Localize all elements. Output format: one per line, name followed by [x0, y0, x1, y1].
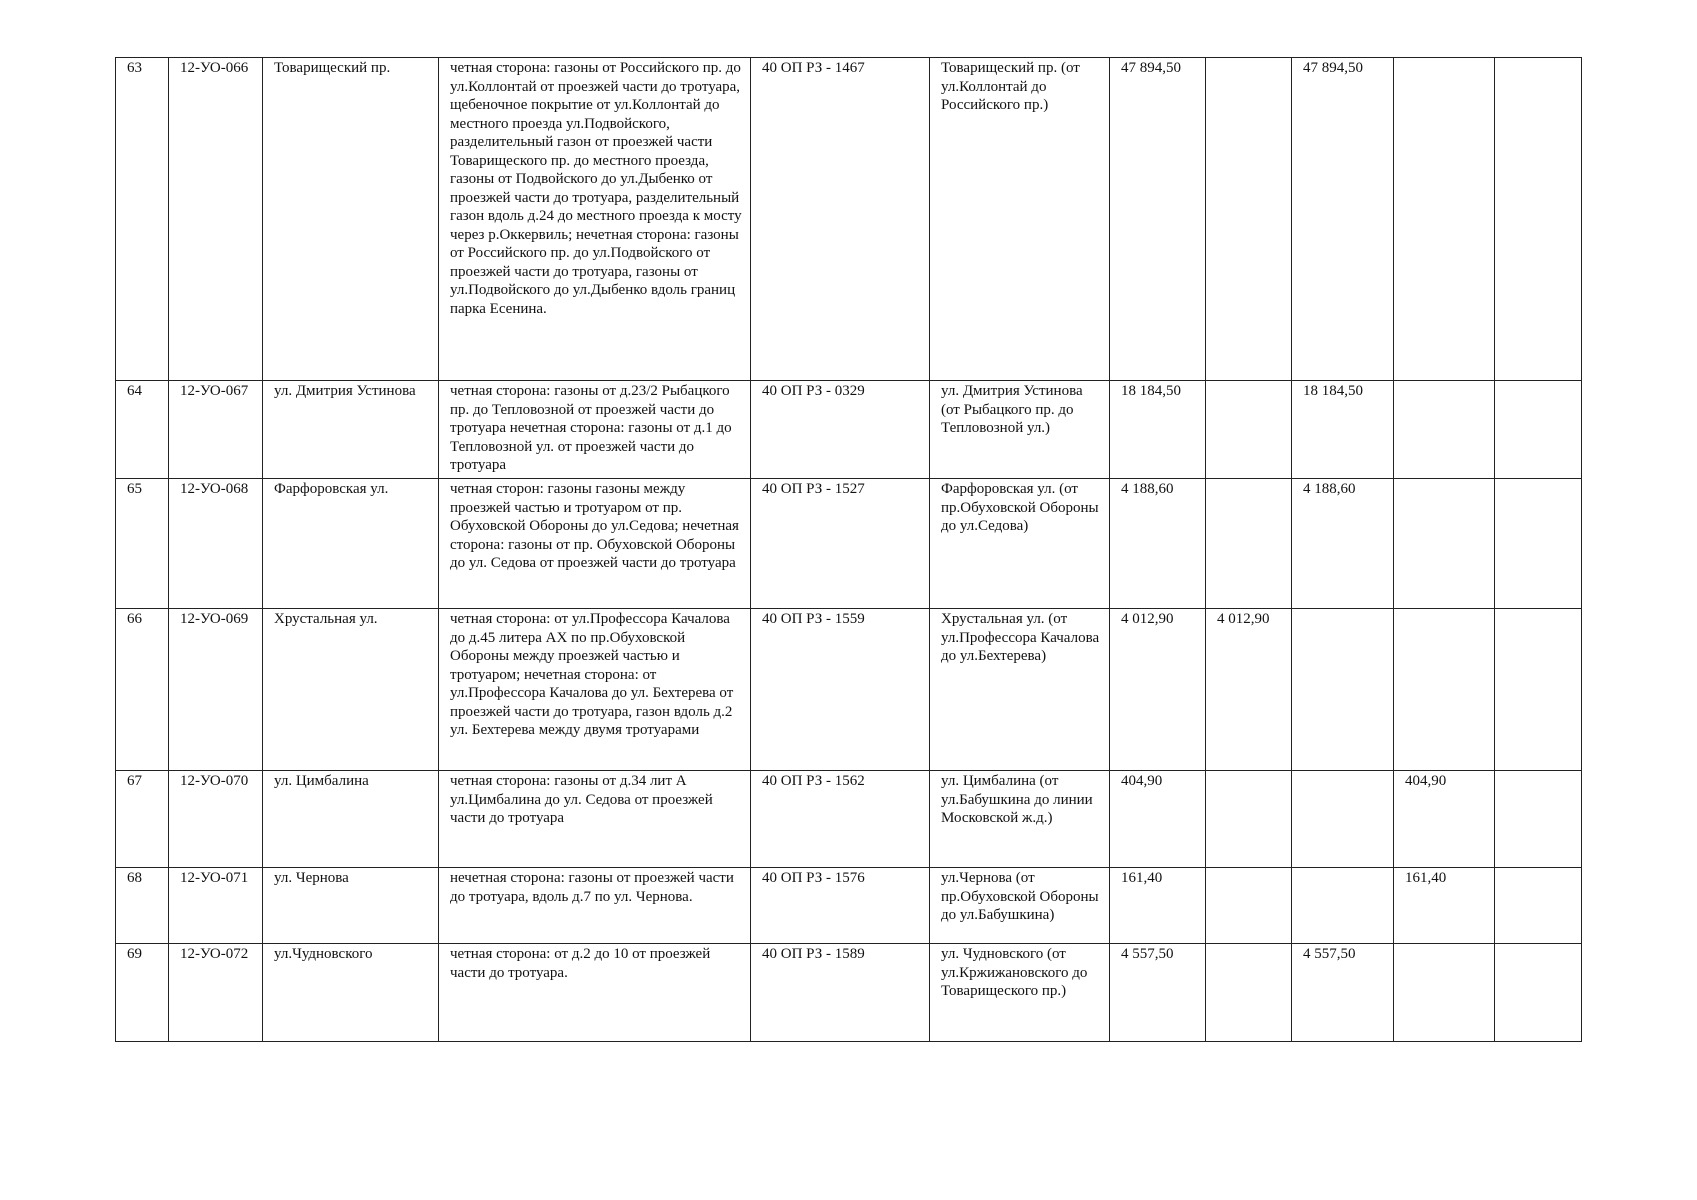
street-name: ул. Дмитрия Устинова: [263, 381, 439, 479]
road-id: 40 ОП РЗ - 0329: [751, 381, 930, 479]
area-description: четная сторона: от ул.Профессора Качалова до д.45 литера АХ по пр.Обуховской Обороны между проезжей частью и тротуаром; нечетная сторона: от ул.Профессора Качалова до ул. Бехтерева от проезжей части до тротуара, газон вдоль д.2 ул. Бехтерева между двумя тротуарами: [439, 609, 751, 771]
area-description: четная сторона: газоны от д.23/2 Рыбацкого пр. до Тепловозной от проезжей части до тротуара нечетная сторона: газоны от д.1 до Тепловозной ул. от проезжей части до тротуара: [439, 381, 751, 479]
road-id: 40 ОП РЗ - 1576: [751, 868, 930, 944]
road-name: Товарищеский пр. (от ул.Коллонтай до Российского пр.): [930, 58, 1110, 381]
street-name: ул. Цимбалина: [263, 771, 439, 868]
area-column-1: [1206, 381, 1292, 479]
road-id: 40 ОП РЗ - 1559: [751, 609, 930, 771]
area-total: 4 557,50: [1110, 944, 1206, 1042]
table-row: [116, 609, 1582, 771]
area-description: четная сторона: газоны от д.34 лит А ул.Цимбалина до ул. Седова от проезжей части до тротуара: [439, 771, 751, 868]
road-id: 40 ОП РЗ - 1467: [751, 58, 930, 381]
area-column-4: [1495, 868, 1582, 944]
table-row: [116, 381, 1582, 479]
street-name: ул. Чернова: [263, 868, 439, 944]
row-number: 63: [116, 58, 169, 381]
row-number: 65: [116, 479, 169, 609]
area-description: четная сторона: газоны от Российского пр. до ул.Коллонтай от проезжей части до тротуара, щебеночное покрытие от ул.Коллонтай до местного проезда ул.Подвойского, разделительный газон от проезжей части Товарищеского пр. до местного проезда, газоны от Подвойского до ул.Дыбенко от проезжей части до тротуара, разделительный газон вдоль д.24 до местного проезда к мосту через р.Оккервиль; нечетная сторона: газоны от Российского пр. до ул.Подвойского от проезжей части до тротуара, газоны от ул.Подвойского до ул.Дыбенко вдоль границ парка Есенина.: [439, 58, 751, 381]
row-number: 64: [116, 381, 169, 479]
road-name: ул. Чудновского (от ул.Кржижановского до Товарищеского пр.): [930, 944, 1110, 1042]
area-column-2: [1292, 609, 1394, 771]
object-code: 12-УО-071: [169, 868, 263, 944]
area-column-2: 4 557,50: [1292, 944, 1394, 1042]
area-column-1: [1206, 944, 1292, 1042]
area-column-2: [1292, 868, 1394, 944]
area-column-3: 404,90: [1394, 771, 1495, 868]
area-total: 47 894,50: [1110, 58, 1206, 381]
road-name: Хрустальная ул. (от ул.Профессора Качалова до ул.Бехтерева): [930, 609, 1110, 771]
road-name: Фарфоровская ул. (от пр.Обуховской Обороны до ул.Седова): [930, 479, 1110, 609]
area-column-3: 161,40: [1394, 868, 1495, 944]
area-column-3: [1394, 944, 1495, 1042]
street-name: Фарфоровская ул.: [263, 479, 439, 609]
road-id: 40 ОП РЗ - 1527: [751, 479, 930, 609]
area-column-2: 18 184,50: [1292, 381, 1394, 479]
area-total: 4 188,60: [1110, 479, 1206, 609]
area-column-1: [1206, 58, 1292, 381]
area-description: нечетная сторона: газоны от проезжей части до тротуара, вдоль д.7 по ул. Чернова.: [439, 868, 751, 944]
object-code: 12-УО-066: [169, 58, 263, 381]
table-row: [116, 868, 1582, 944]
object-code: 12-УО-072: [169, 944, 263, 1042]
greenery-register-table: [115, 57, 1582, 1042]
object-code: 12-УО-067: [169, 381, 263, 479]
object-code: 12-УО-069: [169, 609, 263, 771]
area-column-4: [1495, 479, 1582, 609]
area-column-1: [1206, 868, 1292, 944]
area-column-3: [1394, 609, 1495, 771]
area-column-1: [1206, 771, 1292, 868]
street-name: Товарищеский пр.: [263, 58, 439, 381]
area-description: четная сторона: от д.2 до 10 от проезжей части до тротуара.: [439, 944, 751, 1042]
road-name: ул.Чернова (от пр.Обуховской Обороны до ул.Бабушкина): [930, 868, 1110, 944]
road-name: ул. Дмитрия Устинова (от Рыбацкого пр. до Тепловозной ул.): [930, 381, 1110, 479]
row-number: 68: [116, 868, 169, 944]
road-id: 40 ОП РЗ - 1562: [751, 771, 930, 868]
table-row: [116, 944, 1582, 1042]
area-column-1: [1206, 479, 1292, 609]
area-column-1: 4 012,90: [1206, 609, 1292, 771]
area-total: 161,40: [1110, 868, 1206, 944]
area-column-4: [1495, 609, 1582, 771]
area-column-4: [1495, 58, 1582, 381]
row-number: 67: [116, 771, 169, 868]
area-column-2: [1292, 771, 1394, 868]
area-column-4: [1495, 381, 1582, 479]
area-column-3: [1394, 381, 1495, 479]
road-id: 40 ОП РЗ - 1589: [751, 944, 930, 1042]
object-code: 12-УО-068: [169, 479, 263, 609]
table-row: [116, 771, 1582, 868]
row-number: 66: [116, 609, 169, 771]
area-column-4: [1495, 771, 1582, 868]
row-number: 69: [116, 944, 169, 1042]
area-total: 18 184,50: [1110, 381, 1206, 479]
area-column-3: [1394, 479, 1495, 609]
road-name: ул. Цимбалина (от ул.Бабушкина до линии Московской ж.д.): [930, 771, 1110, 868]
street-name: Хрустальная ул.: [263, 609, 439, 771]
area-total: 4 012,90: [1110, 609, 1206, 771]
area-description: четная сторон: газоны газоны между проезжей частью и тротуаром от пр. Обуховской Обороны до ул.Седова; нечетная сторона: газоны от пр. Обуховской Обороны до ул. Седова от проезжей части до тротуара: [439, 479, 751, 609]
table-row: [116, 479, 1582, 609]
area-total: 404,90: [1110, 771, 1206, 868]
street-name: ул.Чудновского: [263, 944, 439, 1042]
area-column-3: [1394, 58, 1495, 381]
area-column-4: [1495, 944, 1582, 1042]
table-row: [116, 58, 1582, 381]
object-code: 12-УО-070: [169, 771, 263, 868]
area-column-2: 47 894,50: [1292, 58, 1394, 381]
area-column-2: 4 188,60: [1292, 479, 1394, 609]
